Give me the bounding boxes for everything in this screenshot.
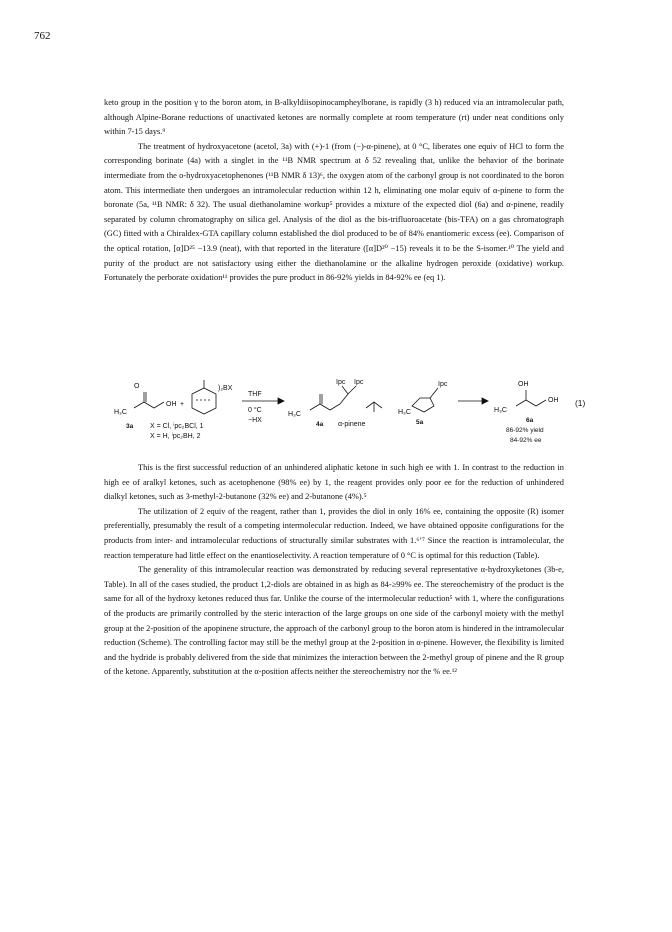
scheme-byproduct: −HX: [248, 417, 262, 424]
text-block-top: [104, 96, 564, 286]
scheme-yield: 86-92% yield: [506, 427, 544, 434]
scheme-hydroxyl: OH: [166, 401, 177, 408]
scheme-hydroxyl-2: OH: [518, 381, 529, 388]
scheme-ipc-2: Ipc: [354, 379, 364, 386]
page-number: 762: [34, 30, 51, 42]
scheme-label-5a: 5a: [416, 419, 424, 426]
text-block-bottom: [104, 461, 564, 680]
scheme-hydroxyl-3: OH: [548, 397, 559, 404]
paragraph: This is the first successful reduction of an unhindered aliphatic ketone in such high ee with 1. In contrast to the reduction in high ee of aralkyl ketones, such as acetophenone (98% ee) by 1, the reagent provides only poor ee for the reduction of unhindered dialkyl ketones, such as 3-methyl-2-butanone (32% ee) and 2-butanone (4%).⁵: [104, 463, 564, 502]
equation-number: (1): [575, 398, 586, 408]
paragraph: The generality of this intramolecular reaction was demonstrated by reducing several representative α-hydroxyketones (3b-e, Table). In all of the cases studied, the product 1,2-diols are obtained in as high as 84-≥99% ee. The stereochemistry of the product is the same for all of the hydroxy ketones reduced thus far. Unlike the course of the intermolecular reduction⁵ with 1, where the configurations of the products are primarily controlled by the steric interaction of the large groups on one side of the carbonyl moiety with the methyl group at the 2-position of the apopinene structure, the approach of the carbonyl group to the boron atom is hindered in the intramolecular reduction (Scheme). The controlling factor may still be the methyl group at the 2-position in α-pinene. However, the flexibility is limited and the hydride is probably delivered from the side that minimizes the interaction between the 2-methyl group of pinene and the R group of the ketone. Apparently, substitution at the α-position affects neither the stereochemistry nor the % ee.¹²: [104, 565, 564, 677]
scheme-methyl-6a: H₃C: [494, 407, 507, 414]
scheme-x-cl: X = Cl, ⁱpc₂BCl, 1: [150, 423, 204, 430]
reaction-scheme: [112, 376, 608, 454]
scheme-label-3a: 3a: [126, 423, 134, 430]
paragraph: The utilization of 2 equiv of the reagent, rather than 1, provides the diol in only 16% ee, containing the opposite (R) isomer preferentially, presumably the result of a competing intermolecular reduction. Indeed, we have obtained opposite configurations for the products from inter- and intramolecular reductions of structurally similar substrates with 1.⁶ʼ⁷ Since the reaction is intramolecular, the reaction temperature had little effect on the enantioselectivity. A reaction temperature of 0 °C is optimal for this reduction (Table).: [104, 506, 564, 560]
scheme-x-h: X = H, ⁱpc₂BH, 2: [150, 433, 201, 440]
paragraph: keto group in the position γ to the boron atom, in B-alkyldiisopinocampheylborane, is rapidly (3 h) reduced via an intramolecular path, although Alpine-Borane reductions of unactivated ketones are normally complete at room temperature (rt) under neat conditions only within 7-15 days.⁹: [104, 98, 564, 137]
scheme-methyl-4a: H₃C: [288, 411, 301, 418]
scheme-oxygen: O: [134, 383, 140, 390]
scheme-ee: 84-92% ee: [510, 437, 542, 444]
scheme-solvent: THF: [248, 391, 262, 398]
scheme-label-4a: 4a: [316, 421, 324, 428]
scheme-pinene: α-pinene: [338, 421, 366, 428]
scheme-methyl: H₃C: [114, 409, 127, 416]
paragraph: The treatment of hydroxyacetone (acetol, 3a) with (+)-1 (from (−)-α-pinene), at 0 °C, liberates one equiv of HCl to form the corresponding borinate (4a) with a singlet in the ¹¹B NMR spectrum at δ 52 revealing that, unlike the behavior of the borinate intermediate from the o-hydroxyacetophenones (¹¹B NMR δ 13)⁶, the oxygen atom of the carbonyl group is not coordinated to the boron atom. This intermediate then undergoes an intramolecular reduction within 12 h, eliminating one molar equiv of α-pinene to form the boronate (5a, ¹¹B NMR: δ 32). The usual diethanolamine workup⁵ provides a mixture of the expected diol (6a) and α-pinene, readily separated by column chromatography on silica gel. Analysis of the diol as the bis-trifluoroacetate (bis-TFA) on a gas chromatograph (GC) fitted with a Chiraldex-GTA capillary column established the diol produced to be of 84% enantiomeric excess (ee). Comparison of the optical rotation, [α]D²⁵ −13.9 (neat), with that reported in the literature ([α]D²⁰ −15) reveals it to be the S-isomer.¹⁰ The yield and purity of the product are not satisfactory using either the diethanolamine or the alkaline hydrogen peroxide (oxidative) workup. Fortunately the perborate oxidation¹¹ provides the pure product in 86-92% yields in 84-92% ee (eq 1).: [104, 141, 564, 283]
scheme-label-6a: 6a: [526, 417, 534, 424]
scheme-ipc-1: Ipc: [336, 379, 346, 386]
scheme-plus: +: [180, 401, 185, 408]
scheme-temp: 0 °C: [248, 407, 262, 414]
scheme-borane: )₂BX: [218, 385, 233, 392]
scheme-ipc-3: Ipc: [438, 381, 448, 388]
scheme-methyl-5a: H₃C: [398, 409, 411, 416]
